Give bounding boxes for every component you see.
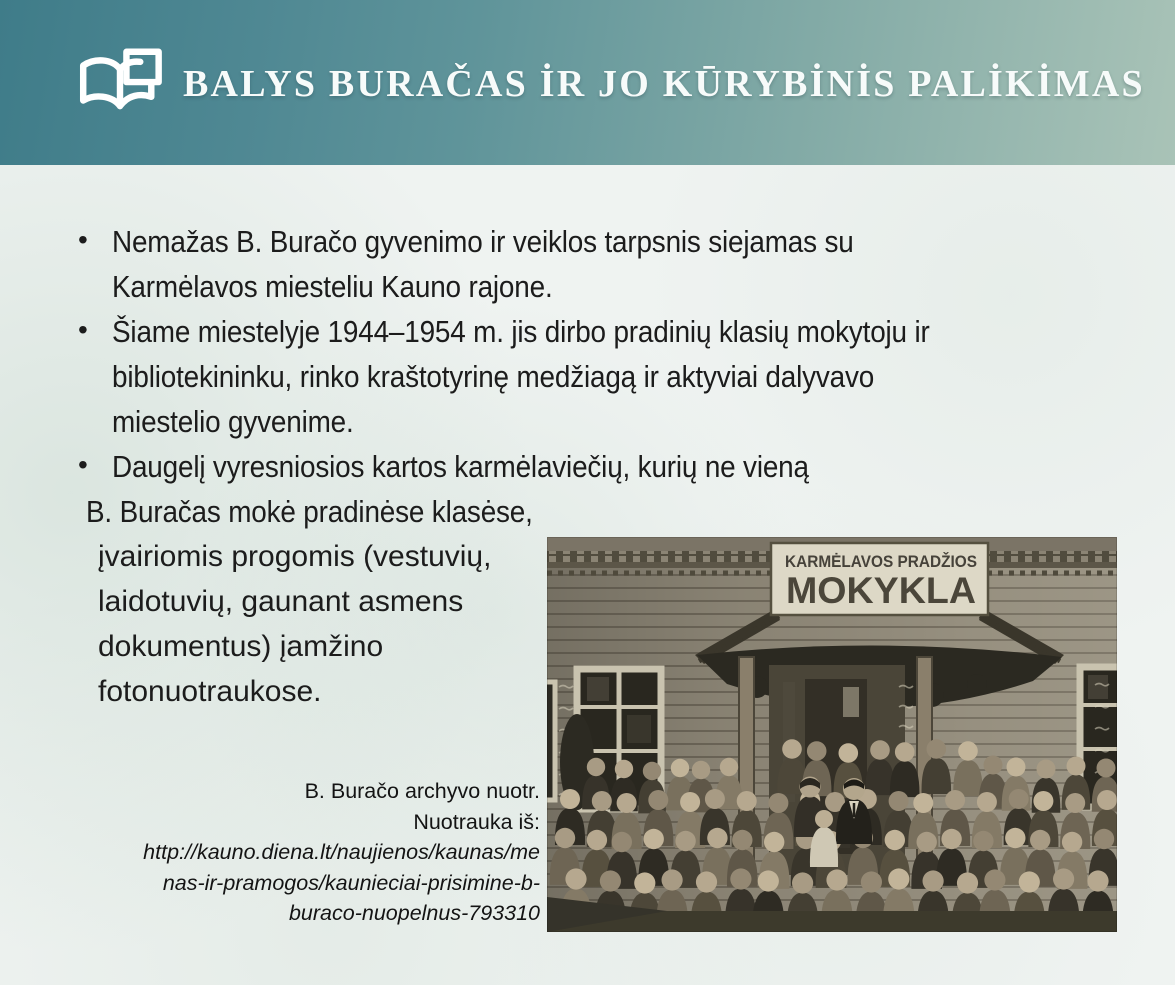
- bullet-line: [78, 489, 1098, 534]
- bullet-text: Daugelį vyresniosios kartos karmėlaviečių, kurių ne vieną: [112, 449, 809, 484]
- continuation-text: laidotuvių, gaunant asmens: [98, 585, 464, 618]
- bullet-line: [78, 444, 1098, 489]
- continuation-text: fotonuotraukose.: [98, 675, 322, 708]
- archive-photo: [547, 537, 1117, 932]
- photo-credit-caption: [40, 776, 540, 929]
- caption-url-line: buraco-nuopelnus-793310: [288, 901, 540, 925]
- bullet-dot: •: [78, 314, 88, 345]
- caption-line: Nuotrauka iš:: [413, 809, 540, 834]
- bullet-line: [78, 354, 1098, 399]
- bullet-line: [78, 264, 1098, 309]
- bullet-text: bibliotekininku, rinko kraštotyrinę medžiagą ir aktyviai dalyvavo: [112, 359, 875, 394]
- bullet-line: [78, 309, 1098, 354]
- bullet-dot: •: [78, 449, 88, 480]
- continuation-text: įvairiomis progomis (vestuvių,: [98, 540, 492, 573]
- caption-line: B. Buračo archyvo nuotr.: [304, 779, 540, 803]
- bullet-text: miestelio gyvenime.: [112, 404, 354, 439]
- school-photo-illustration: [547, 537, 1117, 932]
- bullet-text: Šiame miestelyje 1944–1954 m. jis dirbo pradinių klasių mokytoju ir: [112, 314, 930, 349]
- bullet-text: Karmėlavos miesteliu Kauno rajone.: [112, 269, 553, 304]
- bullet-line: [78, 399, 1098, 444]
- caption-url-line: http://kauno.diena.lt/naujienos/kaunas/me: [143, 840, 540, 864]
- school-sign: [771, 543, 988, 615]
- bullet-text: B. Buračas mokė pradinėse klasėse,: [86, 494, 533, 529]
- sign-text-line1: KARMĖLAVOS PRADŽIOS: [785, 552, 977, 571]
- bullet-line: [78, 219, 1098, 264]
- open-book-logo-icon: [74, 47, 166, 119]
- continuation-text: dokumentus) įamžino: [98, 630, 384, 663]
- page-title: BALYS BURAČAS İR JO KŪRYBİNİS PALİKİMAS: [183, 63, 1145, 105]
- header-band: [0, 0, 1175, 165]
- caption-url-line: nas-ir-pramogos/kaunieciai-prisimine-b-: [162, 870, 540, 895]
- bullet-dot: •: [78, 224, 88, 255]
- bullet-text: Nemažas B. Buračo gyvenimo ir veiklos tarpsnis siejamas su: [112, 224, 854, 259]
- sign-text-line2: MOKYKLA: [786, 570, 976, 611]
